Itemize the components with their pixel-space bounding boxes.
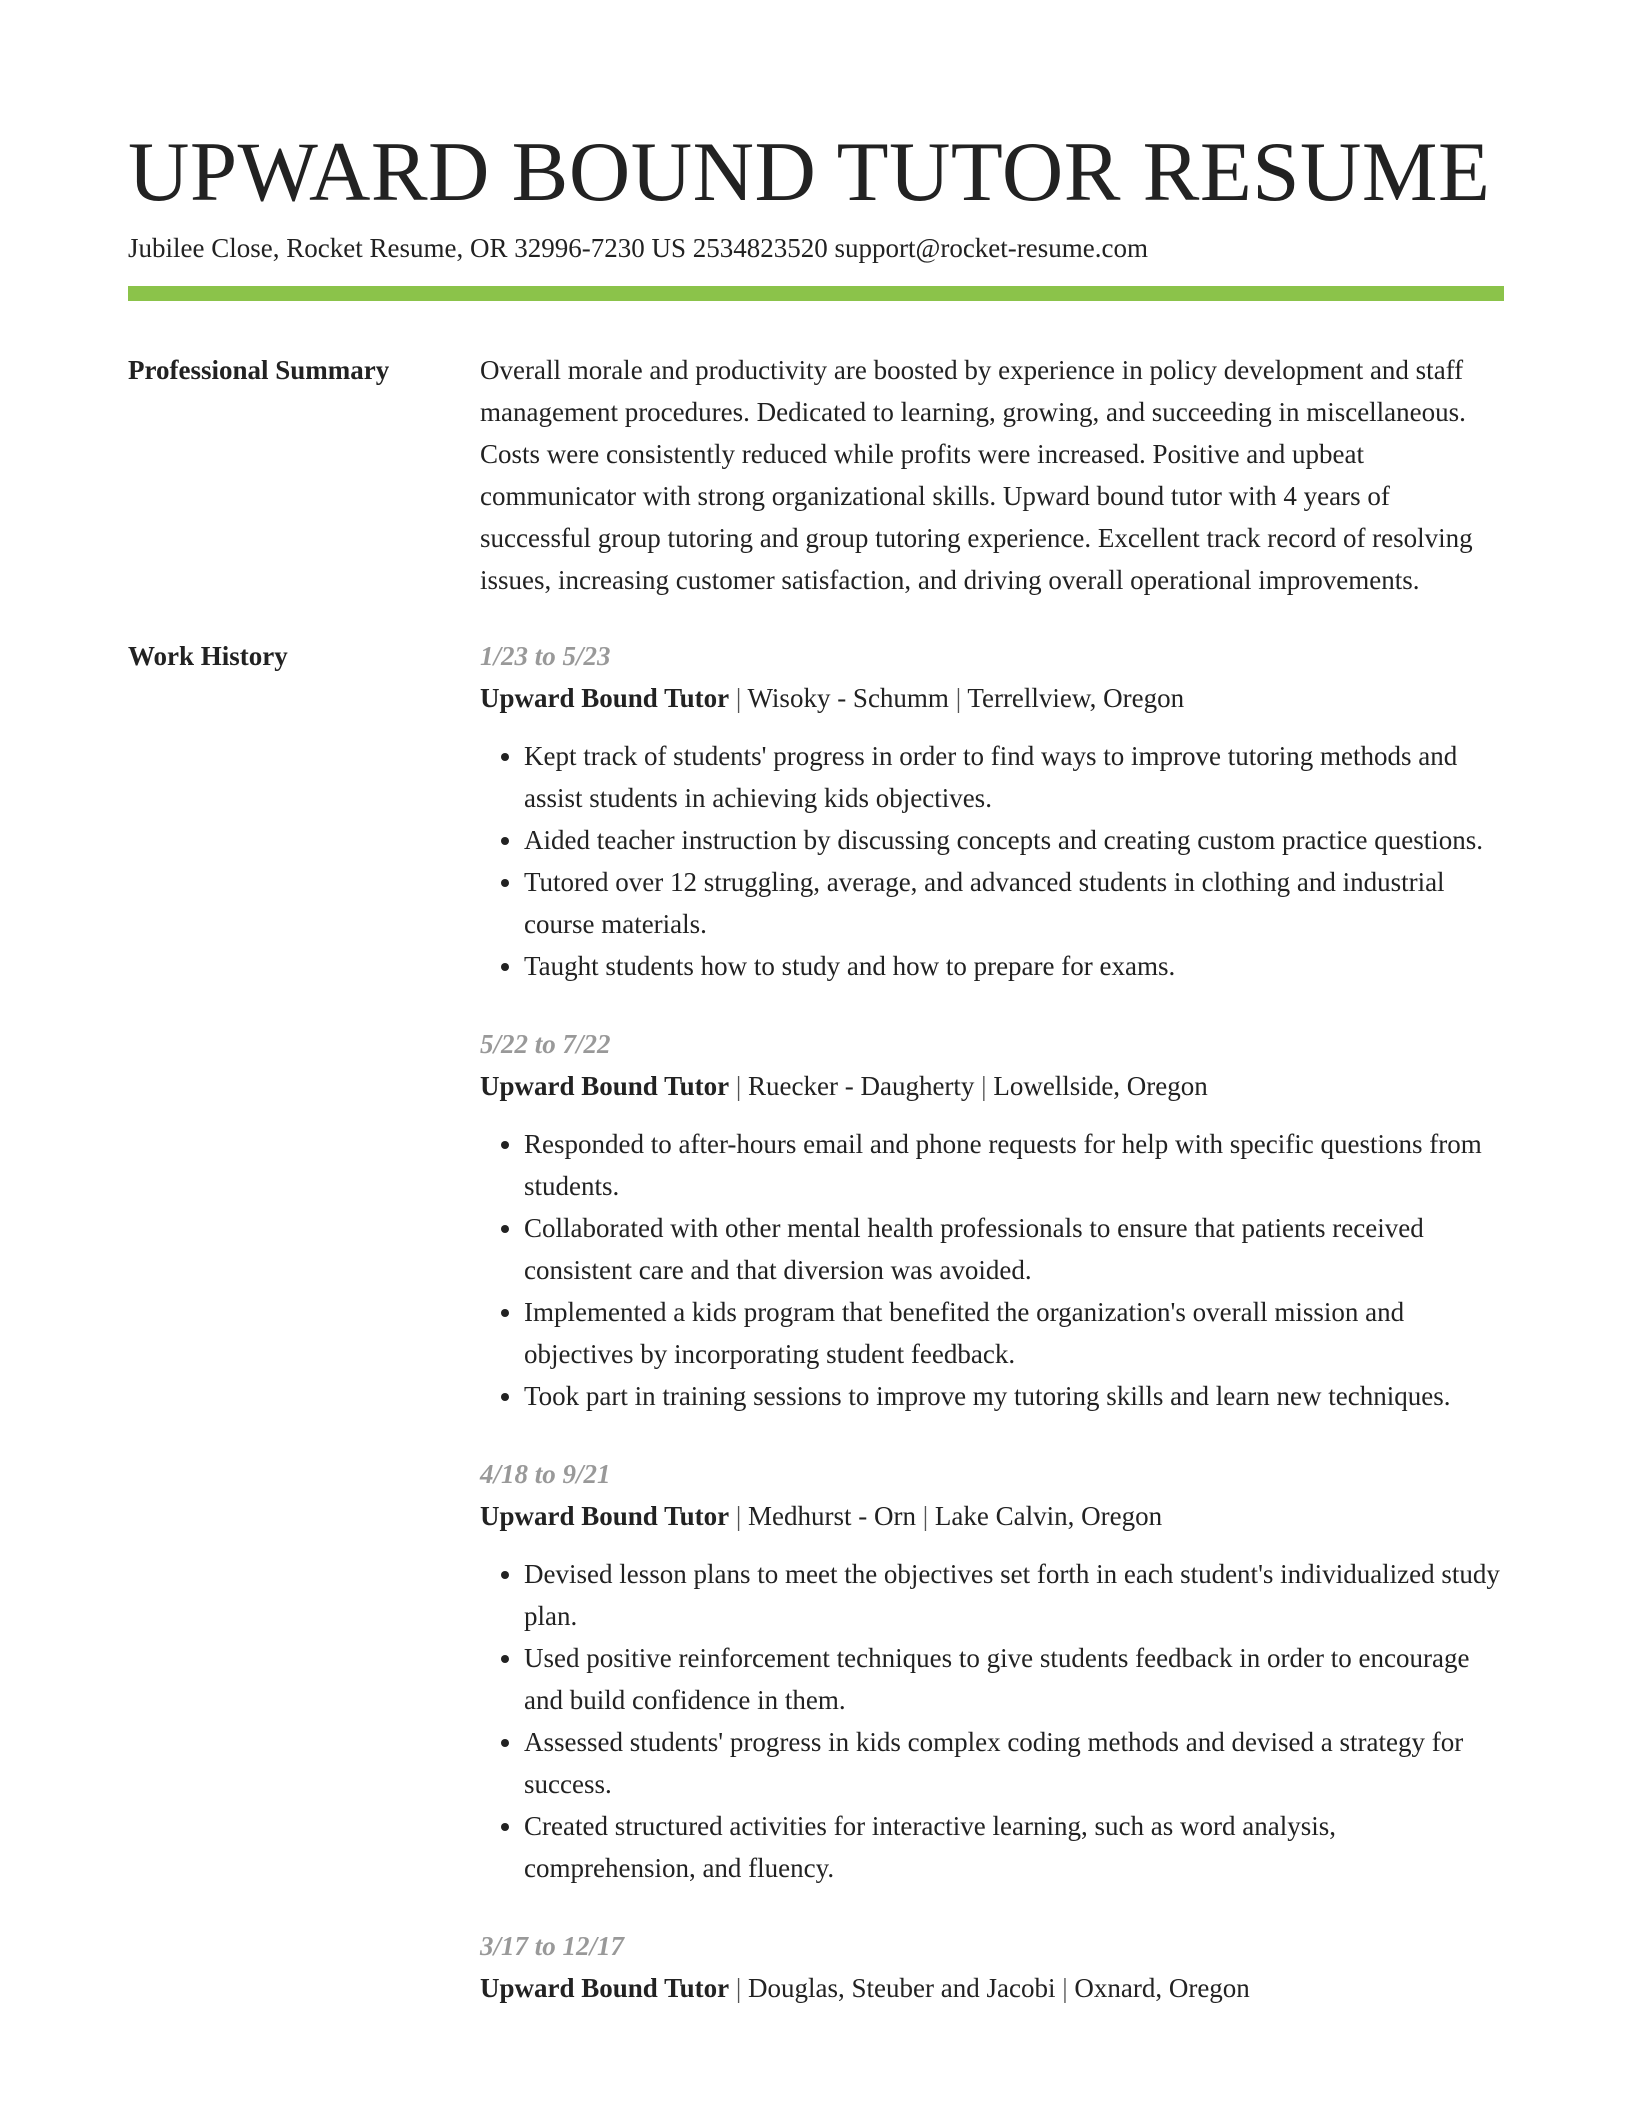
job-heading [480, 1495, 1504, 1537]
list-item: • Responded to after-hours email and phone requests for help with specific questions from students. [524, 1123, 1504, 1207]
job-separator: | [735, 1071, 742, 1101]
resume-page [128, 122, 1504, 2045]
job-company: Wisoky - Schumm [747, 683, 949, 713]
resume-title: UPWARD BOUND TUTOR RESUME [128, 125, 1491, 219]
contact-email: support@rocket-resume.com [834, 233, 1148, 263]
job-heading [480, 677, 1504, 719]
job-title: Upward Bound Tutor [480, 1501, 730, 1531]
job-entry [480, 1023, 1504, 1417]
job-company: Ruecker - Daugherty [748, 1071, 975, 1101]
job-location: Lowellside, Oregon [993, 1071, 1208, 1101]
job-dates: 5/22 to 7/22 [480, 1029, 611, 1059]
work-history-section [128, 637, 1504, 2045]
job-dates: 1/23 to 5/23 [480, 641, 611, 671]
list-item: • Kept track of students' progress in order to find ways to improve tutoring methods and assist students in achieving kids objectives. [524, 735, 1504, 819]
contact-line [128, 230, 1504, 266]
list-item: • Devised lesson plans to meet the objectives set forth in each student's individualized study plan. [524, 1553, 1504, 1637]
job-separator: | [735, 683, 742, 713]
professional-summary-section [128, 351, 1504, 601]
job-separator: | [981, 1071, 987, 1101]
list-item: • Used positive reinforcement techniques to give students feedback in order to encourage and build confidence in them. [524, 1637, 1504, 1721]
job-title: Upward Bound Tutor [480, 683, 730, 713]
job-bullets [480, 1123, 1504, 1417]
job-location: Lake Calvin, Oregon [934, 1501, 1163, 1531]
job-separator: | [735, 1973, 742, 2003]
list-item: • Implemented a kids program that benefited the organization's overall mission and objectives by incorporating student feedback. [524, 1291, 1504, 1375]
section-content [480, 351, 1504, 601]
list-item: • Aided teacher instruction by discussing concepts and creating custom practice questions. [524, 819, 1504, 861]
job-entry [480, 1453, 1504, 1889]
job-company: Medhurst - Orn [748, 1501, 916, 1531]
job-entry [480, 1925, 1504, 2009]
list-item: • Tutored over 12 struggling, average, and advanced students in clothing and industrial course materials. [524, 861, 1504, 945]
job-separator: | [735, 1501, 742, 1531]
job-title: Upward Bound Tutor [480, 1071, 730, 1101]
job-separator: | [955, 683, 962, 713]
list-item: • Created structured activities for interactive learning, such as word analysis, comprehension, and fluency. [524, 1805, 1504, 1889]
contact-address: Jubilee Close, Rocket Resume, OR 32996-7230 US [128, 233, 686, 263]
job-separator: | [1062, 1973, 1068, 2003]
job-bullets [480, 1553, 1504, 1889]
list-item: • Taught students how to study and how to prepare for exams. [524, 945, 1504, 987]
job-list [480, 637, 1504, 2045]
summary-text: Overall morale and productivity are boosted by experience in policy development and staff management procedures. Dedicated to learning, growing, and succeeding in miscellaneous. Costs were consistently reduced while profits were increased. Positive and upbeat communicator with strong organizational skills. Upward bound tutor with 4 years of successful group tutoring and group tutoring experience. Excellent track record of resolving issues, increasing customer satisfaction, and driving overall operational improvements. [480, 355, 1473, 595]
section-label: Work History [128, 641, 288, 671]
job-separator: | [922, 1501, 929, 1531]
contact-phone: 2534823520 [692, 233, 828, 263]
job-company: Douglas, Steuber and Jacobi [748, 1973, 1056, 2003]
job-dates: 4/18 to 9/21 [480, 1459, 611, 1489]
list-item: • Took part in training sessions to improve my tutoring skills and learn new techniques. [524, 1375, 1504, 1417]
header-divider [128, 286, 1504, 301]
job-location: Terrellview, Oregon [967, 683, 1185, 713]
job-dates: 3/17 to 12/17 [480, 1931, 625, 1961]
list-item: • Assessed students' progress in kids complex coding methods and devised a strategy for success. [524, 1721, 1504, 1805]
job-heading [480, 1967, 1504, 2009]
job-location: Oxnard, Oregon [1074, 1973, 1250, 2003]
list-item: • Collaborated with other mental health professionals to ensure that patients received consistent care and that diversion was avoided. [524, 1207, 1504, 1291]
section-label: Professional Summary [128, 355, 390, 385]
job-heading [480, 1065, 1504, 1107]
job-title: Upward Bound Tutor [480, 1973, 730, 2003]
job-bullets [480, 735, 1504, 987]
job-entry [480, 635, 1504, 987]
